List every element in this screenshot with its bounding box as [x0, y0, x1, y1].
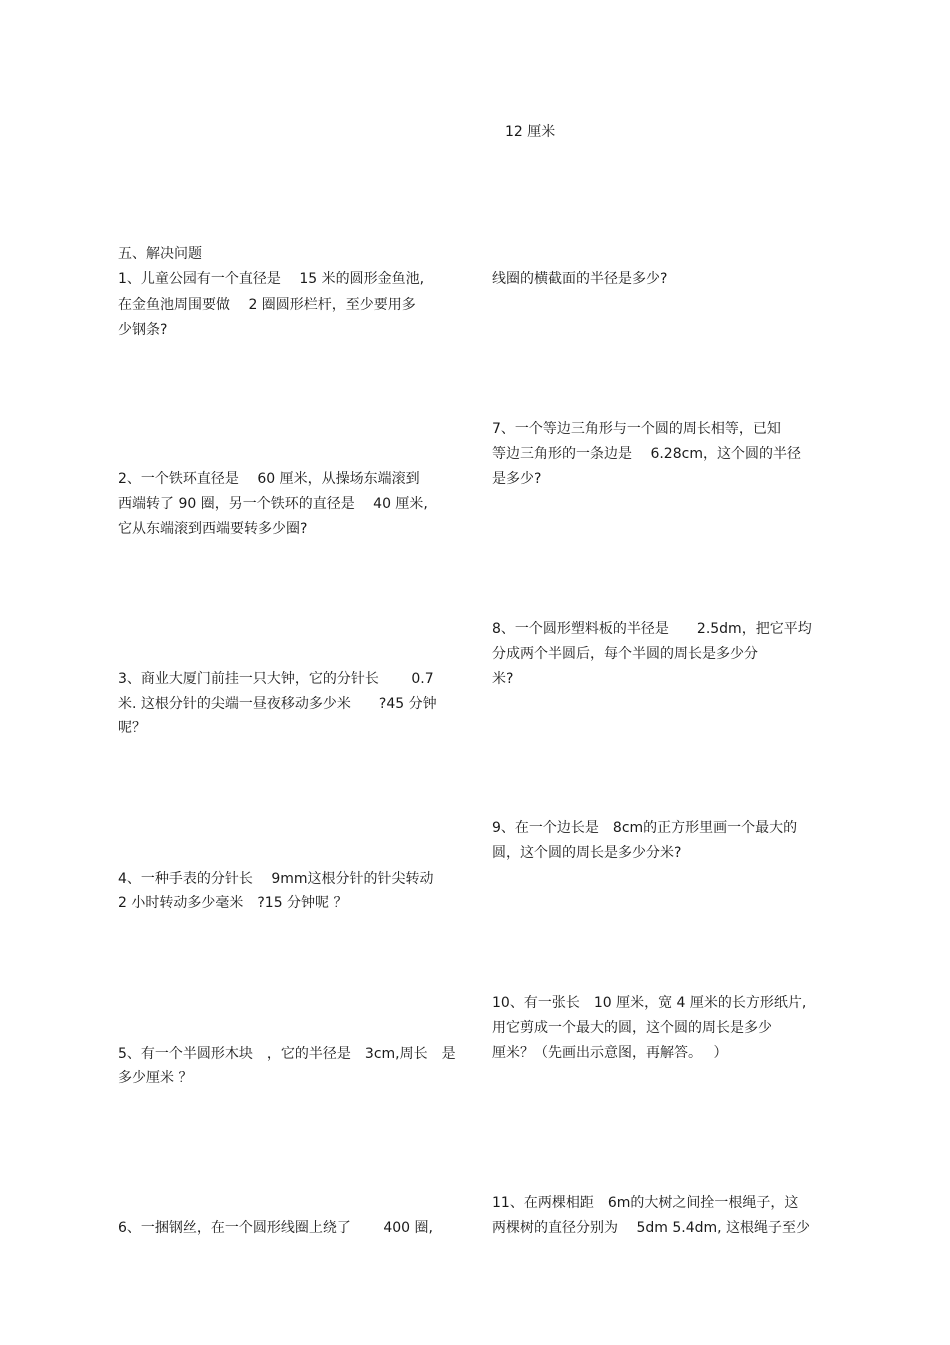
question-8-line-3: 米?: [492, 671, 514, 687]
question-8-line-2: 分成两个半圆后，每个半圆的周长是多少分: [492, 646, 758, 662]
question-3-line-2: 米. 这根分针的尖端一昼夜移动多少米 ?45 分钟: [118, 696, 437, 712]
question-3-line-3: 呢？: [118, 720, 146, 736]
question-5-line-2: 多少厘米 ？: [118, 1070, 193, 1086]
question-11-line-1: 11、在两棵相距 6m的大树之间拴一根绳子，这: [492, 1195, 799, 1211]
question-9-line-1: 9、在一个边长是 8cm的正方形里画一个最大的: [492, 820, 798, 836]
question-9-line-2: 圆，这个圆的周长是多少分米?: [492, 845, 682, 861]
question-2-line-2: 西端转了 90 圈，另一个铁环的直径是 40 厘米,: [118, 496, 428, 512]
question-2-line-1: 2、一个铁环直径是 60 厘米，从操场东端滚到: [118, 471, 420, 487]
figure-label: 12 厘米: [505, 124, 556, 140]
question-1-line-2: 在金鱼池周围要做 2 圈圆形栏杆，至少要用多: [118, 297, 416, 313]
question-10-line-3: 厘米？（先画出示意图，再解答。 ）: [492, 1045, 728, 1061]
question-1-line-3: 少钢条?: [118, 322, 168, 338]
section-title: 五、解决问题: [118, 246, 202, 262]
question-6-line-2: 线圈的横截面的半径是多少?: [492, 271, 668, 287]
question-4-line-2: 2 小时转动多少毫米 ?15 分钟呢 ？: [118, 895, 348, 911]
question-7-line-1: 7、一个等边三角形与一个圆的周长相等，已知: [492, 421, 781, 437]
question-3-line-1: 3、商业大厦门前挂一只大钟，它的分针长 0.7: [118, 671, 434, 687]
question-2-line-3: 它从东端滚到西端要转多少圈?: [118, 521, 308, 537]
question-7-line-3: 是多少?: [492, 471, 542, 487]
question-4-line-1: 4、一种手表的分针长 9mm这根分针的针尖转动: [118, 871, 434, 887]
question-7-line-2: 等边三角形的一条边是 6.28cm，这个圆的半径: [492, 446, 801, 462]
question-10-line-2: 用它剪成一个最大的圆，这个圆的周长是多少: [492, 1020, 772, 1036]
question-11-line-2: 两棵树的直径分别为 5dm 5.4dm, 这根绳子至少: [492, 1220, 811, 1236]
question-10-line-1: 10、有一张长 10 厘米，宽 4 厘米的长方形纸片,: [492, 995, 807, 1011]
question-1-line-1: 1、儿童公园有一个直径是 15 米的圆形金鱼池,: [118, 271, 425, 287]
question-6-line-1: 6、一捆钢丝，在一个圆形线圈上绕了 400 圈,: [118, 1220, 433, 1236]
question-5-line-1: 5、有一个半圆形木块 ，它的半径是 3cm,周长 是: [118, 1046, 456, 1062]
question-8-line-1: 8、一个圆形塑料板的半径是 2.5dm，把它平均: [492, 621, 812, 637]
